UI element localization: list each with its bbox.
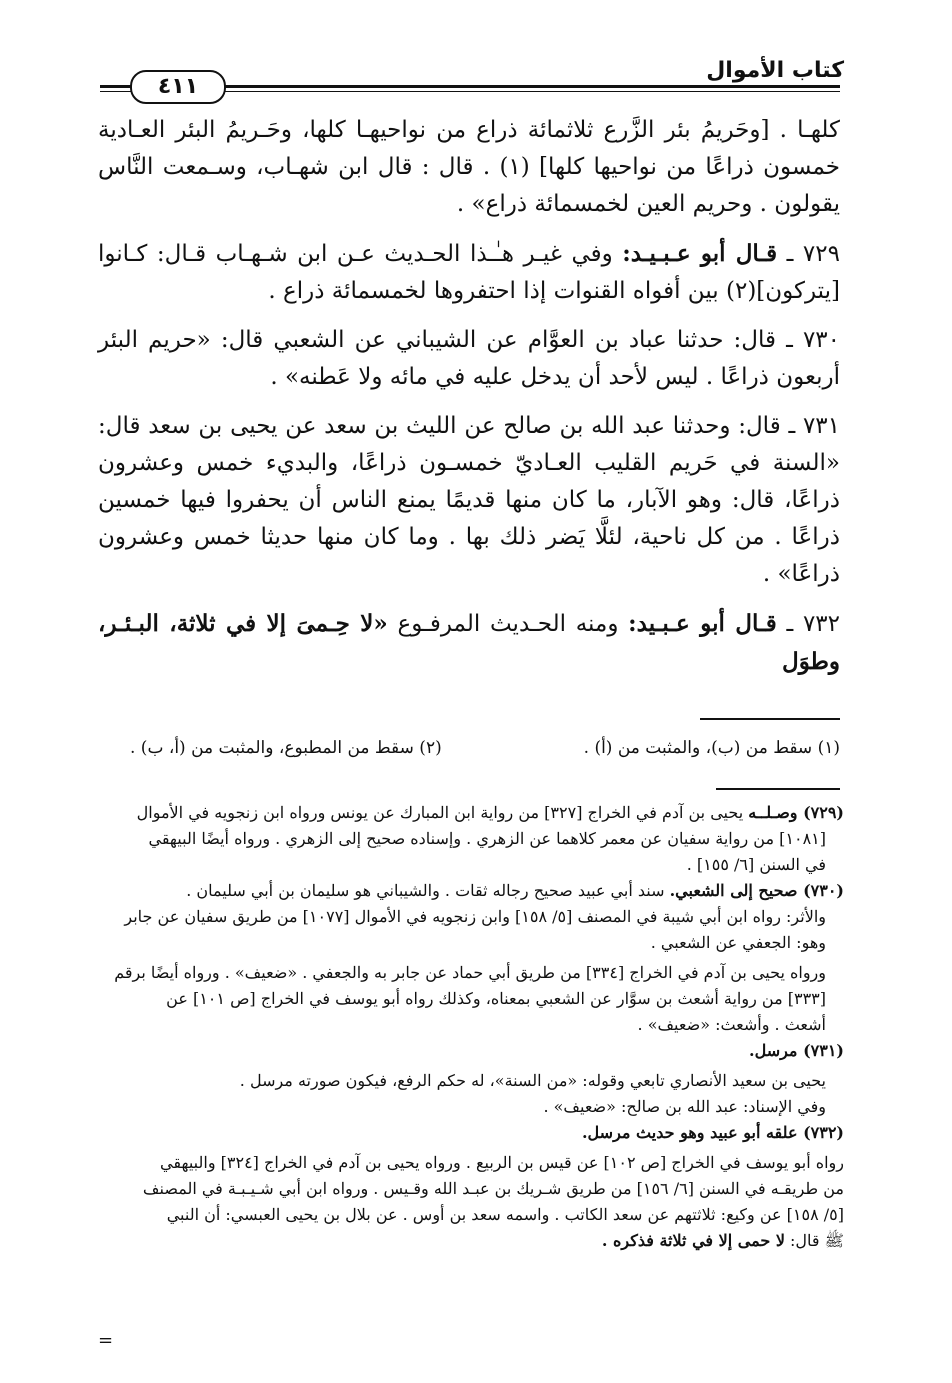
commentary-729 <box>98 800 844 826</box>
commentary-732-line-1: رواه أبو يوسف في الخراج [ص ١٠٢] عن قيس بن الربيع . ورواه يحيى بن آدم في الخراج [٣٢٤] والبيهقي <box>160 1153 844 1172</box>
hadith-number-732: ٧٣٢ ـ <box>786 611 840 637</box>
footnote-divider <box>700 718 840 720</box>
commentary-732-line-4 <box>98 1228 844 1254</box>
commentary-729-line-2: [١٠٨١] من رواية سفيان عن معمر كلاهما عن الزهري . وإسناده صحيح إلى الزهري . ورواه أيضًا البيهقي <box>148 829 826 848</box>
commentary <box>98 800 844 1254</box>
footnotes <box>130 734 840 762</box>
commentary-732-prophet: ﷺ قال: <box>784 1231 844 1250</box>
continuation-mark: = <box>98 1330 114 1351</box>
commentary-730-line-1: سند أبي عبيد صحيح رجاله ثقات . والشيباني هو سليمان بن أبي سليمان . <box>186 881 670 900</box>
paragraph-729-text: وفي غيـر هـٰـذا الحـديث عـن ابن شـهـاب قـال: كـانوا [يتركون](٢) بين أفواه القنوات إذا احتفروها لخمسمائة ذراع . <box>98 241 840 304</box>
commentary-730-line-5: [٣٣٣] من رواية أشعث بن سوَّار عن الشعبي بمعناه، وكذلك رواه أبو يوسف في الخراج [ص ١٠١] عن <box>166 989 826 1008</box>
commentary-731-tag: (٧٣١) مرسل. <box>749 1041 844 1060</box>
commentary-732-quote: لا حمى إلا في ثلاثة فذكره . <box>601 1231 785 1250</box>
commentary-730-tag: (٧٣٠) صحيح إلى الشعبي. <box>669 881 844 900</box>
speaker-abu-ubaid: قـال أبو عـبـيـد: <box>622 240 778 267</box>
book-title: كتاب الأموال <box>706 58 844 83</box>
commentary-divider <box>716 788 840 790</box>
commentary-731-line-1: يحيى بن سعيد الأنصاري تابعي وقوله: «من السنة»، له حكم الرفع، فيكون صورته مرسل . <box>239 1071 826 1090</box>
paragraph-732 <box>98 605 840 681</box>
commentary-729-line-3: في السنن [٦/ ١٥٥] . <box>686 855 826 874</box>
commentary-730-line-6: أشعث . وأشعث: «ضعيف» . <box>637 1015 826 1034</box>
hadith-number-729: ٧٢٩ ـ <box>786 241 840 267</box>
paragraph-732-quote: «لا حِـمىَ إلا في ثلاثة، البـئـر، وطوَل <box>98 610 840 675</box>
paragraph-730: ٧٣٠ ـ قال: حدثنا عباد بن العوَّام عن الشيباني عن الشعبي قال: «حريم البئر أربعون ذراعًا . ليس لأحد أن يدخل عليه في مائه ولا عَطنه» . <box>98 327 840 390</box>
speaker-abu-ubaid-2: قـال أبو عـبـيد: <box>628 610 777 637</box>
commentary-729-line-1: يحيى بن آدم في الخراج [٣٢٧] من رواية ابن المبارك عن يونس ورواه ابن زنجويه في الأموال <box>136 803 749 822</box>
paragraph-1: كلهـا . [وحَريمُ بئر الزَّرع ثلاثمائة ذراع من نواحيهـا كلها، وحَـريمُ البئر العـادية خمسون ذراعًا من نواحيها كلها] (١) . قال : قال ابن شهـاب، وسـمعت النَّاس يقولون . وحريم العين لخمسمائة ذراع» . <box>98 117 840 217</box>
footnote-1: (١) سقط من (ب)، والمثبت من (أ) . <box>583 738 840 758</box>
commentary-732-line-3: [٥/ ١٥٨] عن وكيع: ثلاثتهم عن سعد الكاتب . واسمه سعد بن أوس . عن بلال بن يحيى العبسي: أن النبي <box>166 1205 844 1224</box>
page-number: ٤١١ <box>130 70 226 104</box>
commentary-731-line-2: وفي الإسناد: عبد الله بن صالح: «ضعيف» . <box>543 1097 826 1116</box>
paragraph-729 <box>98 235 840 310</box>
main-text <box>98 112 840 693</box>
commentary-730-line-2: والأثر: رواه ابن أبي شيبة في المصنف [٥/ ١٥٨] وابن زنجويه في الأموال [١٠٧٧] من طريق سفيان عن جابر <box>124 907 826 926</box>
paragraph-732-text: ومنه الحـديث المرفـوع <box>387 611 629 637</box>
commentary-729-tag: (٧٢٩) وصـلــه <box>748 803 844 822</box>
footnote-2: (٢) سقط من المطبوع، والمثبت من (أ، ب) . <box>130 738 442 758</box>
commentary-730-line-4: ورواه يحيى بن آدم في الخراج [٣٣٤] من طريق أبي حماد عن جابر به والجعفي . «ضعيف» . ورواه أيضًا برقم <box>114 963 826 982</box>
page-header <box>100 52 844 99</box>
commentary-732-line-2: من طريقـه في السنن [٦/ ١٥٦] من طريق شـريك بن عبـد الله وقـيس . ورواه ابن أبي شـيـبـة في المصنف <box>142 1179 844 1198</box>
commentary-730 <box>98 878 844 904</box>
paragraph-731: ٧٣١ ـ قال: وحدثنا عبد الله بن صالح عن الليث بن سعد عن يحيى بن سعد قال: «السنة في حَريم القليب العـاديّ خمسـون ذراعًا، والبديء خمس وعشرون ذراعًا، قال: وهو الآبار، ما كان منها قديمًا يمنع الناس أن يحفروا فيها خمسين ذراعًا . من كل ناحية، لئلَّا يَضر ذلك بها . وما كان منها حديثا خمس وعشرون ذراعًا» . <box>98 413 840 587</box>
commentary-730-line-3: وهو: الجعفي عن الشعبي . <box>650 933 826 952</box>
commentary-732-tag: (٧٣٢) علقه أبو عبيد وهو حديث مرسل. <box>581 1123 844 1142</box>
